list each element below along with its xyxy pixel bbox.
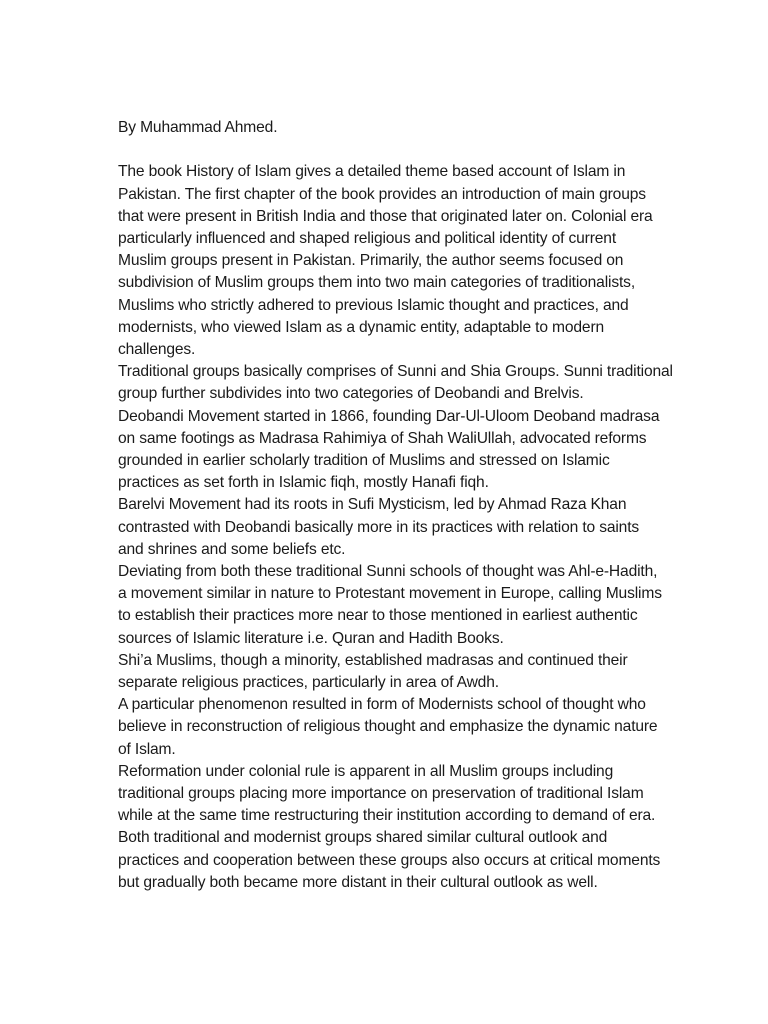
document-body (118, 117, 688, 894)
text-line: practices and cooperation between these groups also occurs at critical moments (118, 851, 661, 869)
text-line: separate religious practices, particularly in area of Awdh. (118, 674, 499, 692)
text-line: modernists, who viewed Islam as a dynamic entity, adaptable to modern (118, 318, 605, 336)
text-line: contrasted with Deobandi basically more in its practices with relation to saints (118, 518, 640, 536)
text-line: but gradually both became more distant in their cultural outlook as well. (118, 873, 598, 891)
text-line: traditional groups placing more importance on preservation of traditional Islam (118, 785, 644, 803)
text-line: Traditional groups basically comprises of Sunni and Shia Groups. Sunni traditional (118, 363, 673, 381)
text-line: Shi’a Muslims, though a minority, established madrasas and continued their (118, 651, 628, 669)
text-line: that were present in British India and those that originated later on. Colonial era (118, 207, 653, 225)
text-line: particularly influenced and shaped religious and political identity of current (118, 230, 616, 247)
text-line: grounded in earlier scholarly tradition of Muslims and stressed on Islamic (118, 452, 610, 470)
text-line: practices as set forth in Islamic fiqh, mostly Hanafi fiqh. (118, 474, 489, 492)
text-line: Barelvi Movement had its roots in Sufi Mysticism, led by Ahmad Raza Khan (118, 496, 627, 514)
text-line: and shrines and some beliefs etc. (118, 540, 346, 558)
text-line: a movement similar in nature to Protestant movement in Europe, calling Muslims (118, 585, 662, 603)
paragraph-spacer (118, 139, 688, 161)
text-line: believe in reconstruction of religious thought and emphasize the dynamic nature (118, 718, 658, 736)
text-line: while at the same time restructuring their institution according to demand of era. (118, 807, 656, 825)
text-line: group further subdivides into two categories of Deobandi and Brelvis. (118, 385, 584, 403)
text-line: sources of Islamic literature i.e. Quran and Hadith Books. (118, 629, 504, 647)
text-line: Reformation under colonial rule is apparent in all Muslim groups including (118, 762, 614, 780)
text-line: Muslims who strictly adhered to previous Islamic thought and practices, and (118, 296, 629, 314)
text-line: Pakistan. The first chapter of the book provides an introduction of main groups (118, 185, 646, 203)
text-line: Deviating from both these traditional Sunni schools of thought was Ahl-e-Hadith, (118, 563, 658, 581)
text-line: of Islam. (118, 740, 176, 758)
text-line: subdivision of Muslim groups them into two main categories of traditionalists, (118, 274, 635, 292)
text-line: The book History of Islam gives a detailed theme based account of Islam in (118, 163, 626, 181)
text-line: Both traditional and modernist groups shared similar cultural outlook and (118, 829, 608, 847)
text-line: Muslim groups present in Pakistan. Primarily, the author seems focused on (118, 252, 624, 270)
text-line: A particular phenomenon resulted in form of Modernists school of thought who (118, 696, 646, 714)
author-line: By Muhammad Ahmed. (118, 119, 278, 136)
text-line: challenges. (118, 341, 196, 359)
text-line: Deobandi Movement started in 1866, founding Dar-Ul-Uloom Deoband madrasa (118, 407, 660, 425)
text-line: to establish their practices more near to those mentioned in earliest authentic (118, 607, 638, 625)
text-line: on same footings as Madrasa Rahimiya of Shah WaliUllah, advocated reforms (118, 429, 647, 447)
